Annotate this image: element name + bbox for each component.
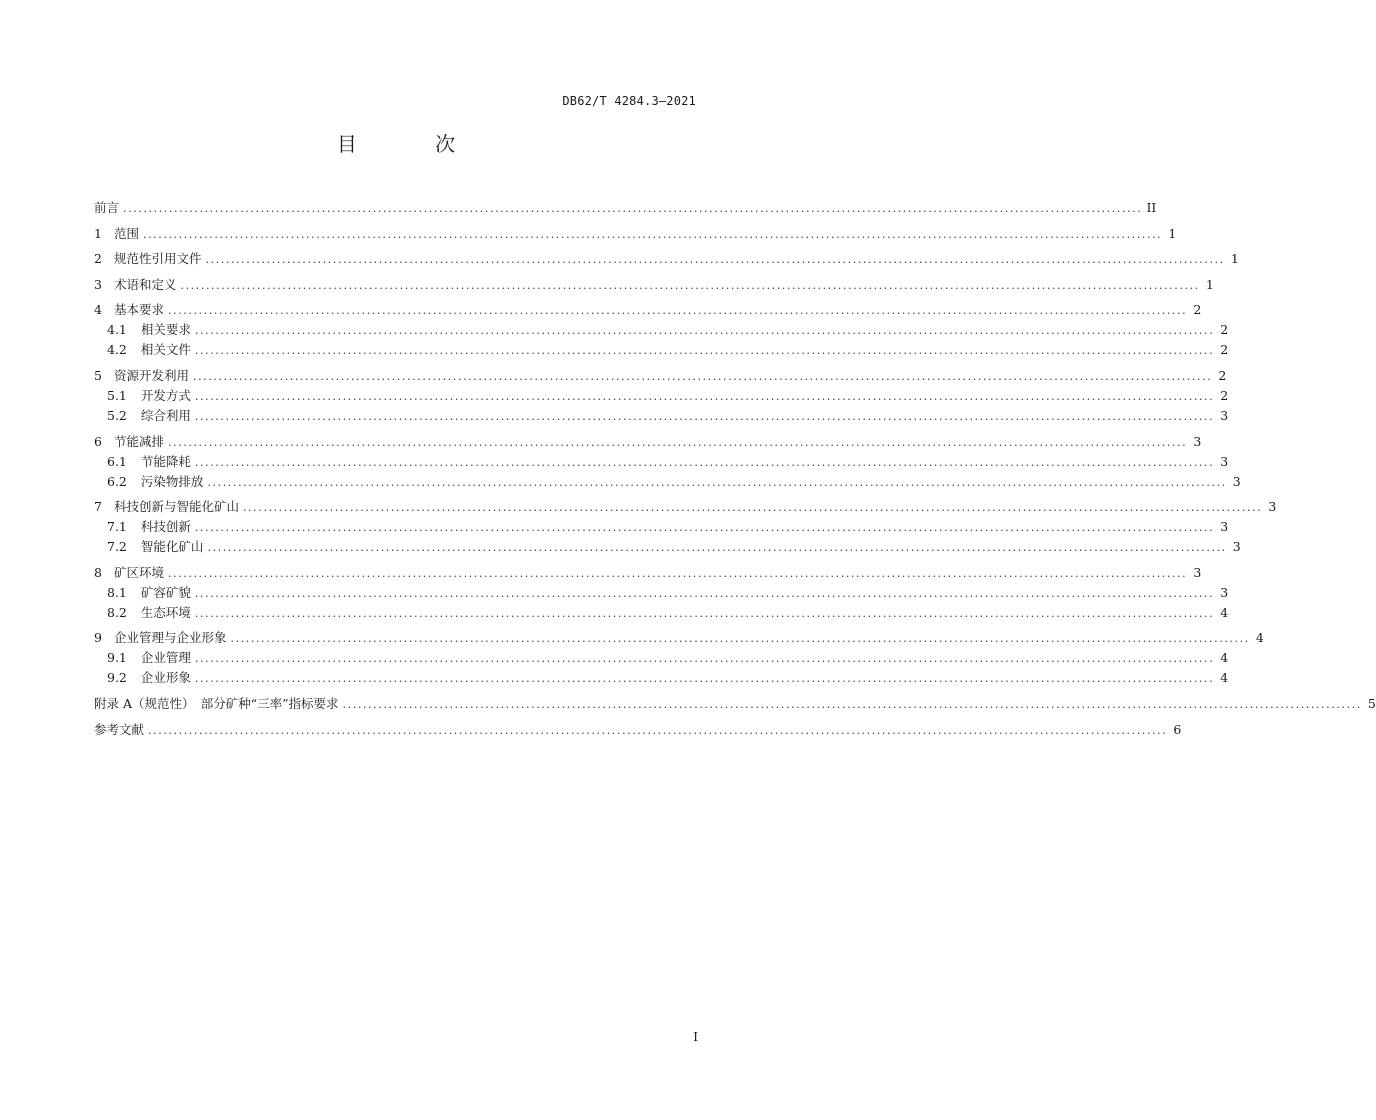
- toc-entry[interactable]: [94, 452, 1229, 472]
- toc-entry[interactable]: [94, 432, 1202, 452]
- toc-entry-title: 企业管理与企业形象: [113, 630, 227, 646]
- dot-leader: ........................................................................................................................................................................................................: [167, 435, 1188, 449]
- toc-entry[interactable]: [94, 386, 1229, 406]
- toc-entry-number: 9.2: [107, 670, 127, 686]
- toc-entry-title: 科技创新与智能化矿山: [113, 499, 239, 515]
- toc-entry-page: 3: [1232, 539, 1241, 555]
- dot-leader: ........................................................................................................................................................................................................: [207, 475, 1227, 489]
- toc-entry-number: 9.1: [107, 650, 127, 666]
- document-code: DB62/T 4284.3—2021: [562, 94, 696, 108]
- page-title: 目 次: [336, 132, 492, 156]
- toc-entry-page: 3: [1193, 564, 1202, 580]
- toc-entry-number: 7.2: [107, 539, 127, 555]
- dot-leader: ........................................................................................................................................................................................................: [194, 389, 1215, 403]
- toc-entry-number: 3: [94, 276, 102, 292]
- toc-entry-title: 附录 A（规范性） 部分矿种“三率”指标要求: [94, 695, 339, 711]
- toc-entry[interactable]: [94, 300, 1202, 320]
- toc-entry-page: 2: [1193, 302, 1202, 318]
- toc-entry-page: 4: [1220, 604, 1229, 620]
- toc-entry-title: 企业形象: [140, 670, 191, 686]
- dot-leader: ........................................................................................................................................................................................................: [194, 455, 1215, 469]
- toc-entry[interactable]: [94, 224, 1177, 244]
- toc-entry[interactable]: [94, 517, 1229, 537]
- toc-entry-number: 5.2: [107, 407, 127, 423]
- dot-leader: ........................................................................................................................................................................................................: [205, 253, 1225, 267]
- toc-entry-number: 5: [94, 367, 102, 383]
- toc-entry-page: 3: [1220, 453, 1229, 469]
- toc-entry-title: 企业管理: [140, 650, 191, 666]
- toc-entry[interactable]: [94, 497, 1277, 517]
- toc-entry-number: 2: [94, 251, 102, 267]
- dot-leader: ........................................................................................................................................................................................................: [167, 304, 1188, 318]
- toc-entry-title: 基本要求: [113, 302, 164, 318]
- toc-entry[interactable]: [94, 537, 1241, 557]
- toc-entry[interactable]: [94, 472, 1241, 492]
- dot-leader: ........................................................................................................................................................................................................: [180, 278, 1200, 292]
- dot-leader: ........................................................................................................................................................................................................: [194, 672, 1215, 686]
- toc-entry[interactable]: [94, 694, 1376, 714]
- dot-leader: ........................................................................................................................................................................................................: [207, 541, 1227, 555]
- toc-entry-number: 1: [94, 225, 102, 241]
- dot-leader: ........................................................................................................................................................................................................: [194, 344, 1215, 358]
- toc-entry-page: 2: [1218, 367, 1227, 383]
- toc-entry[interactable]: [94, 366, 1227, 386]
- toc-entry[interactable]: [94, 583, 1229, 603]
- toc-entry-page: 3: [1220, 584, 1229, 600]
- page-number: I: [693, 1030, 698, 1044]
- dot-leader: ........................................................................................................................................................................................................: [194, 652, 1215, 666]
- toc-entry-page: 1: [1205, 276, 1214, 292]
- toc-entry[interactable]: [94, 406, 1229, 426]
- toc-entry-page: 4: [1220, 650, 1229, 666]
- table-of-contents: [94, 198, 1376, 740]
- toc-entry-title: 矿容矿貌: [140, 584, 191, 600]
- dot-leader: ........................................................................................................................................................................................................: [123, 202, 1143, 215]
- toc-entry[interactable]: [94, 668, 1229, 688]
- toc-entry[interactable]: [94, 275, 1214, 295]
- toc-entry-number: 7.1: [107, 519, 127, 535]
- toc-entry-number: 9: [94, 630, 102, 646]
- toc-entry-number: 6.2: [107, 473, 127, 489]
- toc-entry-title: 综合利用: [140, 407, 191, 423]
- toc-entry-title: 节能降耗: [140, 453, 191, 469]
- toc-entry-number: 8: [94, 564, 102, 580]
- toc-entry-number: 4: [94, 302, 102, 318]
- toc-entry-number: 4.2: [107, 342, 127, 358]
- toc-entry-page: 3: [1220, 407, 1229, 423]
- toc-entry[interactable]: [94, 198, 1157, 218]
- toc-entry-number: 8.2: [107, 604, 127, 620]
- toc-entry-page: 3: [1193, 433, 1202, 449]
- dot-leader: ........................................................................................................................................................................................................: [167, 566, 1188, 580]
- dot-leader: ........................................................................................................................................................................................................: [194, 586, 1215, 600]
- toc-entry[interactable]: [94, 628, 1264, 648]
- dot-leader: ........................................................................................................................................................................................................: [192, 369, 1213, 383]
- toc-entry-page: 1: [1168, 225, 1177, 241]
- toc-entry[interactable]: [94, 320, 1229, 340]
- toc-entry-page: II: [1146, 200, 1157, 215]
- dot-leader: ........................................................................................................................................................................................................: [230, 632, 1250, 646]
- toc-entry-title: 矿区环境: [113, 564, 164, 580]
- dot-leader: ........................................................................................................................................................................................................: [194, 409, 1215, 423]
- toc-entry-page: 3: [1268, 499, 1277, 515]
- toc-entry-title: 前言: [94, 200, 120, 215]
- toc-entry-page: 2: [1220, 322, 1229, 338]
- toc-entry-number: 7: [94, 499, 102, 515]
- toc-entry[interactable]: [94, 249, 1239, 269]
- toc-entry-page: 2: [1220, 342, 1229, 358]
- dot-leader: ........................................................................................................................................................................................................: [194, 324, 1215, 338]
- toc-entry[interactable]: [94, 340, 1229, 360]
- toc-entry-number: 6: [94, 433, 102, 449]
- toc-entry-title: 术语和定义: [113, 276, 177, 292]
- dot-leader: ........................................................................................................................................................................................................: [194, 606, 1215, 620]
- toc-entry-title: 开发方式: [140, 387, 191, 403]
- toc-entry-title: 科技创新: [140, 519, 191, 535]
- toc-entry-title: 节能减排: [113, 433, 164, 449]
- toc-entry-title: 生态环境: [140, 604, 191, 620]
- toc-entry-number: 5.1: [107, 387, 127, 403]
- toc-entry-title: 参考文献: [94, 721, 145, 737]
- toc-entry[interactable]: [94, 603, 1229, 623]
- toc-entry-page: 3: [1232, 473, 1241, 489]
- toc-entry-page: 4: [1220, 670, 1229, 686]
- toc-entry-page: 4: [1255, 630, 1264, 646]
- toc-entry[interactable]: [94, 648, 1229, 668]
- toc-entry-page: 2: [1220, 387, 1229, 403]
- toc-entry-number: 6.1: [107, 453, 127, 469]
- dot-leader: ........................................................................................................................................................................................................: [242, 501, 1263, 515]
- toc-entry[interactable]: [94, 720, 1182, 740]
- toc-entry-number: 8.1: [107, 584, 127, 600]
- toc-entry-page: 1: [1230, 251, 1239, 267]
- toc-entry-number: 4.1: [107, 322, 127, 338]
- toc-entry[interactable]: [94, 563, 1202, 583]
- toc-entry-title: 范围: [113, 225, 139, 241]
- toc-entry-title: 污染物排放: [140, 473, 204, 489]
- toc-entry-title: 相关要求: [140, 322, 191, 338]
- dot-leader: ........................................................................................................................................................................................................: [142, 227, 1163, 241]
- dot-leader: ........................................................................................................................................................................................................: [342, 697, 1362, 711]
- toc-entry-title: 规范性引用文件: [113, 251, 202, 267]
- toc-entry-title: 相关文件: [140, 342, 191, 358]
- toc-entry-title: 智能化矿山: [140, 539, 204, 555]
- dot-leader: ........................................................................................................................................................................................................: [148, 723, 1168, 737]
- toc-entry-title: 资源开发利用: [113, 367, 189, 383]
- toc-entry-page: 5: [1367, 695, 1376, 711]
- toc-entry-page: 6: [1173, 721, 1182, 737]
- toc-entry-page: 3: [1220, 519, 1229, 535]
- dot-leader: ........................................................................................................................................................................................................: [194, 521, 1215, 535]
